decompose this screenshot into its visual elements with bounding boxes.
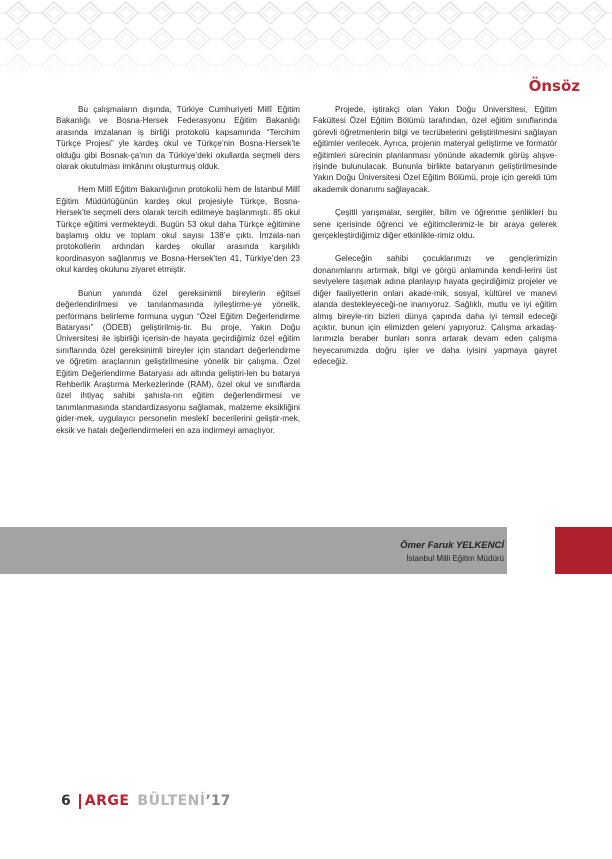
brand-bulteni: BÜLTENİ (137, 793, 206, 809)
signature-title: İstanbul Milli Eğitim Müdürü (406, 554, 504, 563)
page-number: 6 (61, 793, 71, 809)
paragraph: Bunun yanında özel gereksinimli bireylerin eğitsel değerlendirilmesi ve tanılanmasında iyileştirme-ye yönelik, performans belirleme formuna uygun “Özel Eğitim Değerlendirme Bataryası” (ÖDEB) geliştirilmiş-tir. Bu proje, Yakın Doğu Üniversitesi ile işbirliği içerisin-de hayata geçirdiğimiz özel eğitim sınıflarında özel gereksinimli bireyler için standart değerlendirme ve öğretim araçlarının geliştirilmesine yönelik bir çalışma. Özel Eğitim Değerlendirme Bataryası adı altında geliştiri-len bu batarya Rehberlik Araştırma Merkezlerinde (RAM), özel okul ve sınıflarda özel ihtiyaç sahibi şahısla-rın eğitim değerlendirmesi ve tanımlanmasında standardizasyonu sağlamak, malzeme eksikliğini gider-mek, uygulayıcı personelin meslekî becerilerini geliştir-mek, eksik ve hatalı değerlendirmeleri en aza indirmeyi amaçlıyor. (56, 288, 300, 435)
paragraph: Geleceğin sahibi çocuklarımızı ve gençlerimizin donanımlarını artırmak, bilgi ve görgü anlamında kendi-lerini üst seviyelere taşımak adına planlayıp hayata geçirdiğimiz projeler ve diğer faaliyetlerin onları akade-mik, sosyal, kültürel ve manevi alanda destekleyeceği-ne inanıyoruz. Sağlıklı, mutlu ve iyi eğitim almış bireyle-rin bizleri dünya çapında daha iyi temsil edeceği açıktır, bunun için elimizden geleni yapıyoruz. Çalışma arkadaş-larımızla beraber bunları sonra artarak devam eden çalışma heyecanımızda doğru işler ve daha iyisini yapmaya gayret edeceğiz. (313, 254, 557, 367)
footer (61, 792, 230, 810)
page-title: Önsöz (528, 77, 580, 95)
left-column (56, 104, 300, 448)
signature (400, 540, 504, 563)
right-column (313, 104, 557, 380)
brand-arge: ARGE (84, 793, 130, 809)
footer-divider (79, 794, 81, 809)
header-pattern (0, 0, 612, 80)
paragraph: Hem Millî Eğitim Bakanlığının protokolü hem de İstanbul Millî Eğitim Müdürlüğünün kardeş okul projesiyle Türkçe, Bosna-Hersek’te seçmeli ders olarak tercih edilmeye başlanmıştı. 85 okul Türkçe eğitimi vermekteydi. Bugün 53 okul daha Türkçe eğitimine başlamış oldu ve toplam okul sayısı 138’e çıktı. İmzala-nan protokollerin ardından kardeş okullar arasında karşılıklı koordinasyon sağlanmış ve Bosna-Hersek’ten 41, Türkiye’den 23 okul kardeş okulunu ziyaret etmiştir. (56, 185, 300, 275)
paragraph: Bu çalışmaların dışında, Türkiye Cumhuriyeti Millî Eğitim Bakanlığı ve Bosna-Hersek Federasyonu Eğitim Bakanlığı arasında imzalanan iş birliği protokolü kapsamında “Tercihim Türkçe Projesi” yle kardeş okul ve Türkçe’nin Bosna-Hersek’te olduğu gibi Bosnak-ça’nın da Türkiye’deki okullarda seçmeli ders olarak okutulması imkânını oluşturmuş olduk. (56, 105, 300, 172)
paragraph: Çeşitli yarışmalar, sergiler, bilim ve öğrenme şenlikleri bu sene içerisinde öğrenci ve eğitimcilerimiz-le bir araya gelerek gerçekleştirdiğimiz diğer etkinlikle-rimiz oldu. (313, 208, 557, 241)
brand-year: ’17 (205, 793, 231, 809)
accent-block (555, 527, 612, 574)
paragraph: Projede, iştirakçi olan Yakın Doğu Üniversitesi, Eğitim Fakültesi Özel Eğitim Bölümü tarafından, özel eğitim sınıflarında görevli öğretmenlerin bilgi ve tecrübelerini geliştirilmesini sağlayan eğitimler verilecek. Ayrıca, projenin materyal geliştirme ve formatör eğitimleri sürecinin planlanması yönünde akademik görüş alışve-rişinde bulunulacak. Bununla birlikte bataryanın geliştirilmesinde Yakın Doğu Üniversitesi Özel Eğitim Bölümü, proje için gerekli tüm akademik donanımı sağlayacak. (313, 105, 557, 194)
signature-name: Ömer Faruk YELKENCİ (400, 540, 504, 551)
